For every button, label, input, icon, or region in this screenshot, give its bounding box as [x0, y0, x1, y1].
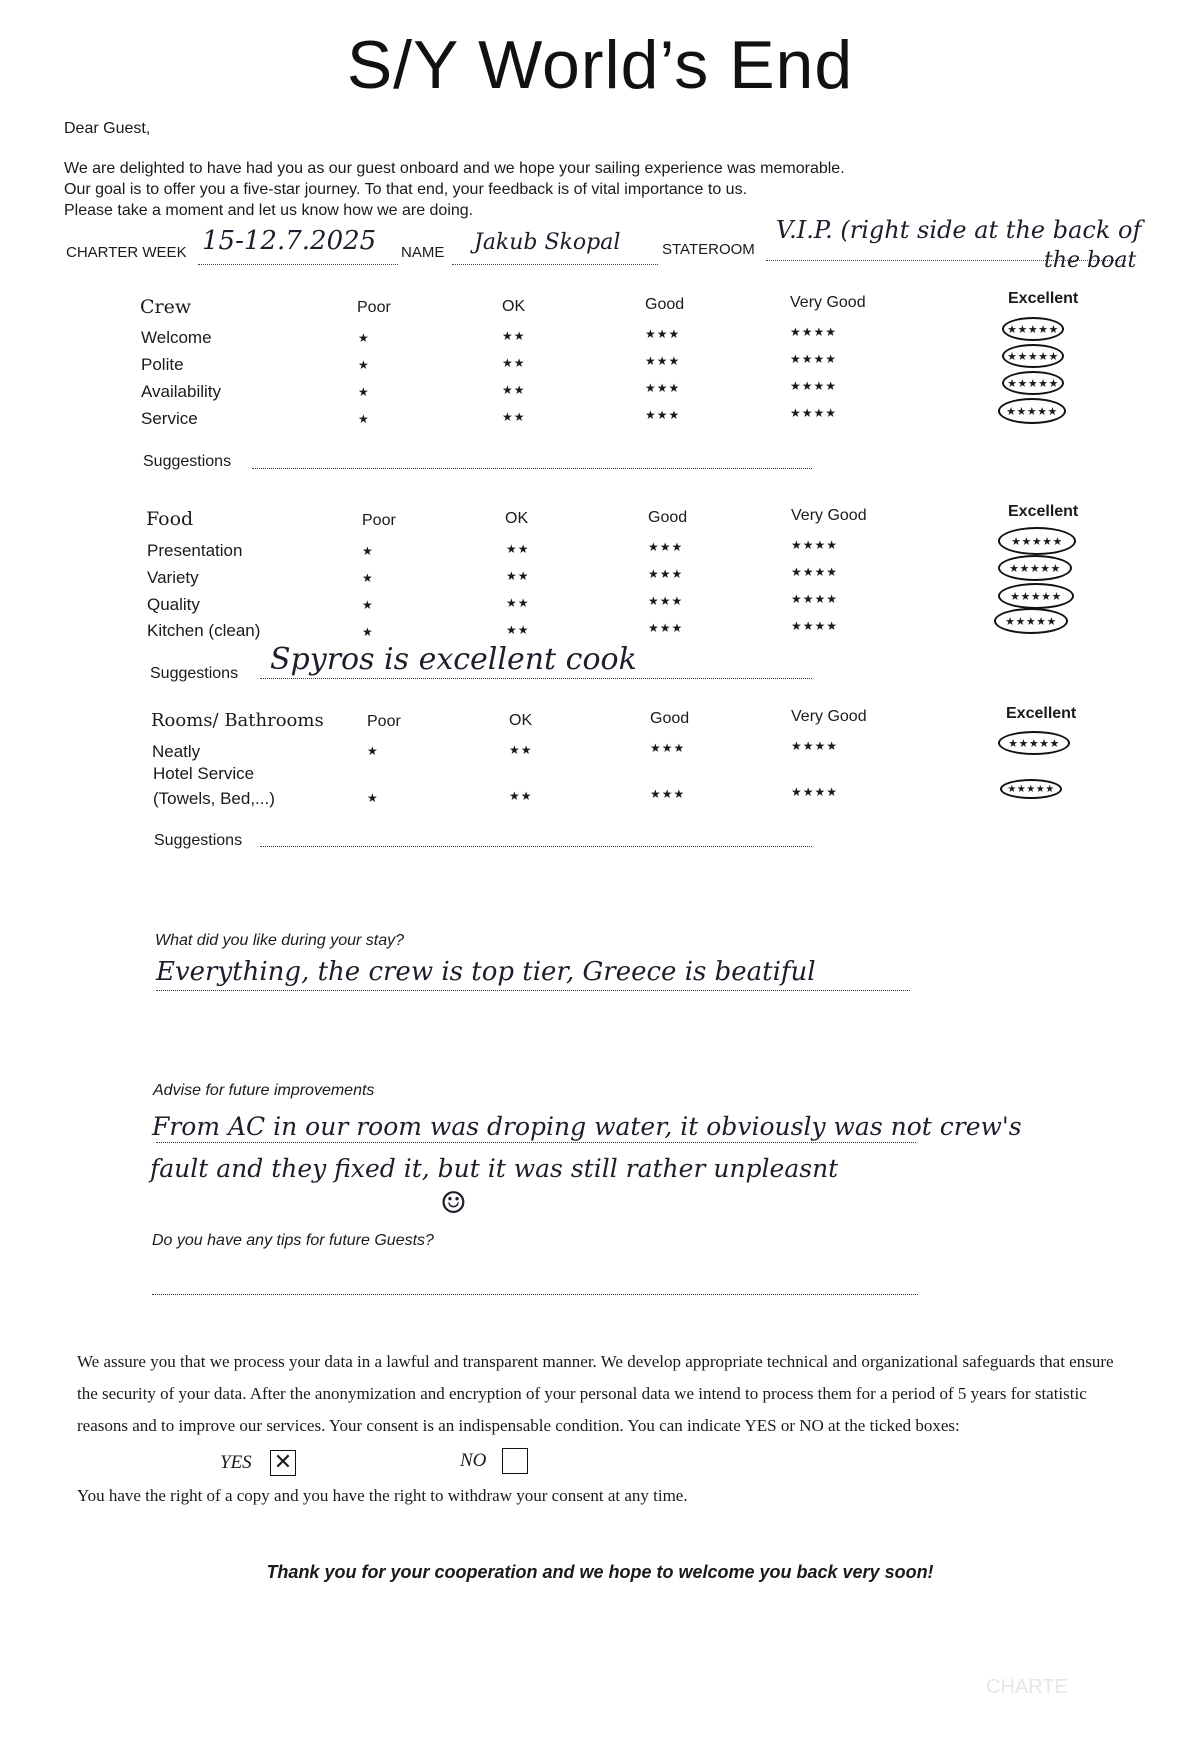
food-kitchen-excellent-selected[interactable]: ★★★★★ — [994, 608, 1068, 634]
charter-week-line — [198, 264, 398, 265]
name-value[interactable]: Jakub Skopal — [474, 230, 621, 255]
rooms-header-excellent: Excellent — [1006, 705, 1077, 722]
crew-polite-very-good[interactable]: ★★★★ — [790, 352, 838, 366]
intro-line-2: Our goal is to offer you a five-star journey. To that end, your feedback is of vital importance to us. — [64, 181, 748, 198]
food-quality-very-good[interactable]: ★★★★ — [791, 592, 839, 606]
crew-availability-good[interactable]: ★★★ — [645, 381, 681, 395]
food-kitchen-very-good[interactable]: ★★★★ — [791, 619, 839, 633]
rooms-row-neatly: Neatly — [152, 742, 201, 761]
watermark-text: CHARTE — [986, 1676, 1068, 1698]
stateroom-value[interactable]: V.I.P. (right side at the back of — [776, 216, 1142, 244]
rooms-row-hotel-service-detail: (Towels, Bed,...) — [153, 789, 275, 808]
food-row-kitchen: Kitchen (clean) — [147, 621, 261, 640]
greeting: Dear Guest, — [64, 120, 151, 137]
crew-header-very-good: Very Good — [790, 294, 866, 311]
improvements-answer-line-1[interactable]: From AC in our room was droping water, it obviously was not crew's — [152, 1112, 1022, 1141]
consent-no-checkbox[interactable] — [502, 1448, 528, 1474]
consent-no-label: NO — [460, 1450, 487, 1471]
crew-header-good: Good — [645, 296, 685, 313]
name-label: NAME — [401, 244, 445, 261]
crew-polite-ok[interactable]: ★★ — [502, 356, 526, 370]
crew-availability-ok[interactable]: ★★ — [502, 383, 526, 397]
page-title: S/Y World’s End — [346, 27, 854, 103]
food-variety-good[interactable]: ★★★ — [648, 567, 684, 581]
food-header-very-good: Very Good — [791, 507, 867, 524]
crew-header-poor: Poor — [357, 299, 391, 316]
crew-welcome-very-good[interactable]: ★★★★ — [790, 325, 838, 339]
intro-line-1: We are delighted to have had you as our guest onboard and we hope your sailing experience was memorable. — [64, 160, 845, 177]
crew-availability-poor[interactable]: ★ — [358, 385, 370, 399]
rooms-neatly-very-good[interactable]: ★★★★ — [791, 739, 839, 753]
rooms-hotel-service-good[interactable]: ★★★ — [650, 787, 686, 801]
rooms-header-very-good: Very Good — [791, 708, 867, 725]
food-quality-good[interactable]: ★★★ — [648, 594, 684, 608]
intro-line-3: Please take a moment and let us know how we are doing. — [64, 202, 474, 219]
crew-service-good[interactable]: ★★★ — [645, 408, 681, 422]
rooms-neatly-good[interactable]: ★★★ — [650, 741, 686, 755]
crew-suggestions-input[interactable] — [252, 468, 812, 469]
tips-answer-input[interactable] — [152, 1294, 918, 1295]
crew-row-welcome: Welcome — [141, 328, 212, 347]
food-variety-very-good[interactable]: ★★★★ — [791, 565, 839, 579]
crew-row-service: Service — [141, 409, 198, 428]
food-presentation-very-good[interactable]: ★★★★ — [791, 538, 839, 552]
consent-rights: You have the right of a copy and you have the right to withdraw your consent at any time. — [77, 1486, 688, 1505]
food-quality-poor[interactable]: ★ — [362, 598, 374, 612]
crew-service-poor[interactable]: ★ — [358, 412, 370, 426]
rooms-hotel-service-poor[interactable]: ★ — [367, 791, 379, 805]
liked-answer-line — [156, 990, 910, 991]
food-suggestions-label: Suggestions — [150, 665, 239, 682]
food-kitchen-poor[interactable]: ★ — [362, 625, 374, 639]
rooms-hotel-service-excellent-selected[interactable]: ★★★★★ — [1000, 779, 1062, 799]
section-title-food: Food — [146, 508, 194, 530]
crew-welcome-good[interactable]: ★★★ — [645, 327, 681, 341]
rooms-suggestions-input[interactable] — [260, 846, 812, 847]
rooms-header-poor: Poor — [367, 713, 401, 730]
crew-availability-excellent-selected[interactable]: ★★★★★ — [1002, 371, 1064, 395]
food-header-good: Good — [648, 509, 688, 526]
rooms-neatly-excellent-selected[interactable]: ★★★★★ — [998, 731, 1070, 755]
smiley-doodle: ☺ — [440, 1186, 467, 1221]
crew-welcome-excellent-selected[interactable]: ★★★★★ — [1002, 317, 1064, 341]
consent-text: We assure you that we process your data in a lawful and transparent manner. We develop appropriate technical and organizational safeguards that ensure the security of your data. After the anonymization and encryption of your personal data we intend to process them for a period of 5 years for statistic reasons and to improve our services. Your consent is an indispensable condition. You can indicate YES or NO at the ticked boxes: — [77, 1352, 1114, 1435]
food-row-variety: Variety — [147, 568, 199, 587]
improvements-question: Advise for future improvements — [153, 1082, 375, 1099]
name-line — [452, 264, 658, 265]
food-quality-ok[interactable]: ★★ — [506, 596, 530, 610]
crew-availability-very-good[interactable]: ★★★★ — [790, 379, 838, 393]
improvements-answer-line-2[interactable]: fault and they fixed it, but it was still rather unpleasnt — [150, 1154, 839, 1183]
food-row-quality: Quality — [147, 595, 200, 614]
rooms-header-good: Good — [650, 710, 690, 727]
food-kitchen-good[interactable]: ★★★ — [648, 621, 684, 635]
food-header-poor: Poor — [362, 512, 396, 529]
crew-polite-excellent-selected[interactable]: ★★★★★ — [1002, 344, 1064, 368]
crew-header-ok: OK — [502, 298, 526, 315]
food-header-ok: OK — [505, 510, 529, 527]
section-title-crew: Crew — [140, 296, 192, 318]
crew-service-ok[interactable]: ★★ — [502, 410, 526, 424]
food-kitchen-ok[interactable]: ★★ — [506, 623, 530, 637]
rooms-suggestions-label: Suggestions — [154, 832, 243, 849]
food-variety-poor[interactable]: ★ — [362, 571, 374, 585]
rooms-neatly-poor[interactable]: ★ — [367, 744, 379, 758]
food-suggestions-line — [260, 678, 812, 679]
rooms-hotel-service-ok[interactable]: ★★ — [509, 789, 533, 803]
food-quality-excellent-selected[interactable]: ★★★★★ — [998, 583, 1074, 609]
rooms-hotel-service-very-good[interactable]: ★★★★ — [791, 785, 839, 799]
food-presentation-excellent-selected[interactable]: ★★★★★ — [998, 527, 1076, 555]
consent-yes-checkbox[interactable]: ✕ — [270, 1450, 296, 1476]
charter-week-value[interactable]: 15-12.7.2025 — [202, 226, 377, 256]
rooms-neatly-ok[interactable]: ★★ — [509, 743, 533, 757]
liked-question: What did you like during your stay? — [155, 932, 405, 949]
thanks-footer: Thank you for your cooperation and we hope to welcome you back very soon! — [266, 1562, 934, 1582]
crew-welcome-poor[interactable]: ★ — [358, 331, 370, 345]
crew-row-polite: Polite — [141, 355, 184, 374]
stateroom-label: STATEROOM — [662, 241, 755, 258]
rooms-header-ok: OK — [509, 712, 533, 729]
food-suggestions-input[interactable]: Spyros is excellent cook — [270, 642, 637, 677]
crew-polite-poor[interactable]: ★ — [358, 358, 370, 372]
liked-answer[interactable]: Everything, the crew is top tier, Greece is beatiful — [156, 957, 816, 987]
charter-week-label: CHARTER WEEK — [66, 244, 187, 261]
food-variety-excellent-selected[interactable]: ★★★★★ — [998, 555, 1072, 581]
food-presentation-ok[interactable]: ★★ — [506, 542, 530, 556]
improvements-answer-line — [156, 1142, 916, 1143]
food-variety-ok[interactable]: ★★ — [506, 569, 530, 583]
crew-row-availability: Availability — [141, 382, 222, 401]
crew-service-very-good[interactable]: ★★★★ — [790, 406, 838, 420]
crew-welcome-ok[interactable]: ★★ — [502, 329, 526, 343]
crew-service-excellent-selected[interactable]: ★★★★★ — [998, 398, 1066, 424]
crew-polite-good[interactable]: ★★★ — [645, 354, 681, 368]
crew-suggestions-label: Suggestions — [143, 453, 232, 470]
crew-header-excellent: Excellent — [1008, 290, 1079, 307]
section-title-rooms: Rooms/ Bathrooms — [151, 710, 324, 731]
tips-question: Do you have any tips for future Guests? — [152, 1232, 434, 1249]
food-header-excellent: Excellent — [1008, 503, 1079, 520]
rooms-row-hotel-service: Hotel Service — [153, 764, 255, 783]
consent-yes-label: YES — [220, 1452, 252, 1473]
food-presentation-good[interactable]: ★★★ — [648, 540, 684, 554]
stateroom-value-continued: the boat — [1044, 248, 1137, 273]
food-row-presentation: Presentation — [147, 541, 243, 560]
food-presentation-poor[interactable]: ★ — [362, 544, 374, 558]
